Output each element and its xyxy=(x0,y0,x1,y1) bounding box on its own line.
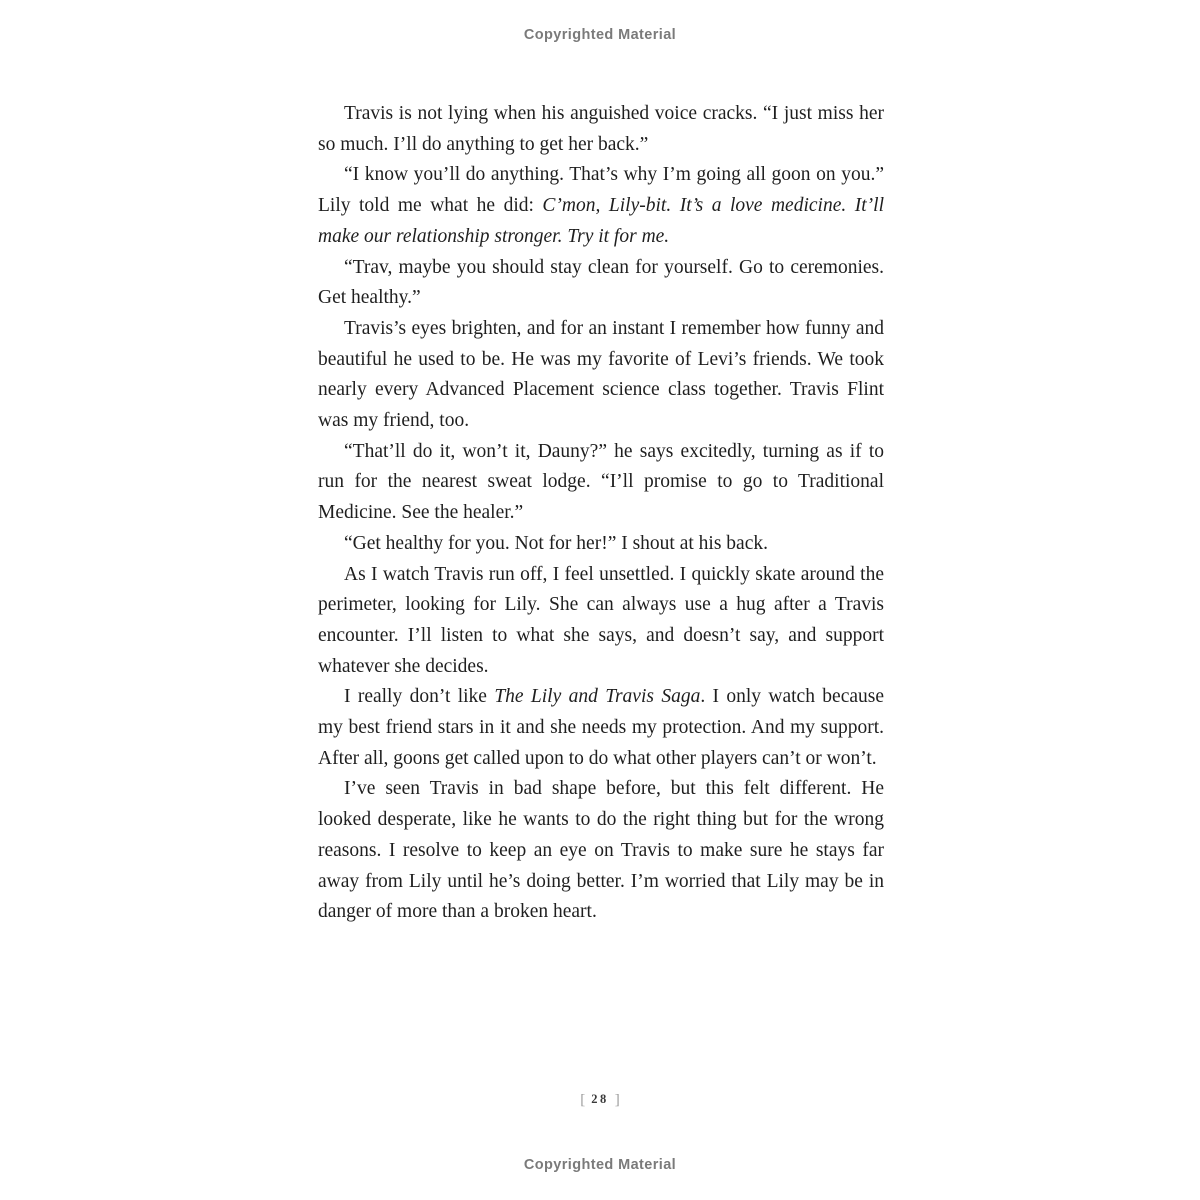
page-number-value: 28 xyxy=(591,1092,609,1106)
text-segment: “Get healthy for you. Not for her!” I shout at his back. xyxy=(344,532,768,554)
paragraph xyxy=(318,682,884,774)
paragraph xyxy=(318,529,884,560)
text-segment: As I watch Travis run off, I feel unsettled. I quickly skate around the perimeter, looking for Lily. She can always use a hug after a Travis encounter. I’ll listen to what she says, and doesn’t say, and support whatever she decides. xyxy=(318,563,884,677)
page-number-bracket-right: ] xyxy=(614,1092,620,1108)
page-number-bracket-left: [ xyxy=(580,1092,586,1108)
text-segment: “That’ll do it, won’t it, Dauny?” he says excitedly, turning as if to run for the nearest sweat lodge. “I’ll promise to go to Traditional Medicine. See the healer.” xyxy=(318,440,884,524)
paragraph xyxy=(318,437,884,529)
text-segment: I’ve seen Travis in bad shape before, but this felt different. He looked desperate, like he wants to do the right thing but for the wrong reasons. I resolve to keep an eye on Travis to make sure he stays far away from Lily until he’s doing better. I’m worried that Lily may be in danger of more than a broken heart. xyxy=(318,778,884,923)
paragraph xyxy=(318,314,884,437)
paragraph xyxy=(318,99,884,160)
text-segment: “I know you’ll do anything. That’s why I’m going all goon on you.” Lily told me what he did: xyxy=(318,164,884,217)
text-segment: I really don’t like xyxy=(344,686,495,708)
paragraph xyxy=(318,560,884,683)
paragraph xyxy=(318,160,884,252)
paragraph xyxy=(318,253,884,314)
text-segment: “Trav, maybe you should stay clean for yourself. Go to ceremonies. Get healthy.” xyxy=(318,256,884,309)
text-segment: Travis is not lying when his anguished voice cracks. “I just miss her so much. I’ll do anything to get her back.” xyxy=(318,103,884,155)
italic-text-segment: The Lily and Travis Saga xyxy=(494,686,701,708)
text-segment: Travis’s eyes brighten, and for an instant I remember how funny and beautiful he used to be. He was my favorite of Levi’s friends. We took nearly every Advanced Placement science class together. Travis Flint was my friend, too. xyxy=(318,317,884,432)
copyright-notice-top: Copyrighted Material xyxy=(523,27,677,43)
copyright-notice-bottom: Copyrighted Material xyxy=(523,1157,677,1173)
paragraph xyxy=(318,774,884,928)
text-block xyxy=(318,99,884,928)
page-number xyxy=(0,1092,1200,1109)
text-segment: . I only watch because my best friend stars in it and she needs my protection. And my support. After all, goons get called upon to do what other players can’t or won’t. xyxy=(318,686,885,769)
italic-text-segment: C’mon, Lily-bit. It’s a love medicine. It’ll make our relationship stronger. Try it for me. xyxy=(318,195,884,247)
